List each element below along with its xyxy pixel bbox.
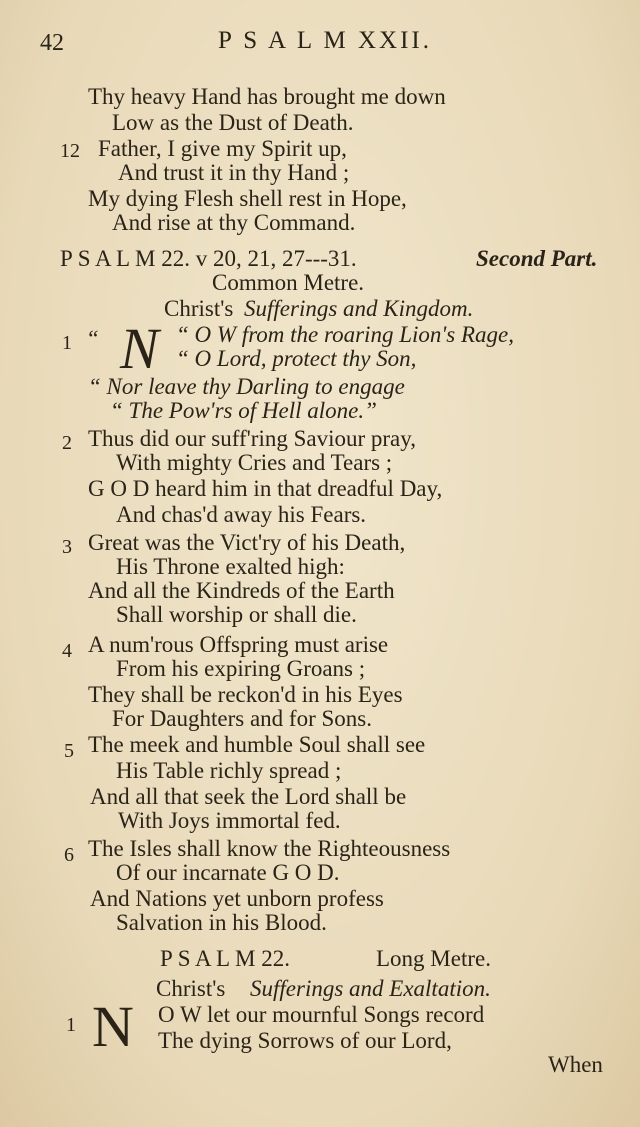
subtitle: Sufferings and Kingdom. — [244, 296, 474, 321]
quote-mark: “ — [86, 326, 99, 351]
verse-line: “ The Pow'rs of Hell alone.” — [110, 398, 377, 423]
verse-line: “ O W from the roaring Lion's Rage, — [176, 322, 515, 347]
verse-line: The Isles shall know the Righteousness — [88, 836, 451, 861]
verse-line: The meek and humble Soul shall see — [88, 732, 426, 757]
subtitle-name: Christ's — [164, 296, 234, 321]
verse-line: O W let our mournful Songs record — [158, 1002, 485, 1027]
verse-number: 1 — [66, 1014, 76, 1036]
verse-line: With Joys immortal fed. — [118, 808, 341, 833]
verse-line: And Nations yet unborn profess — [90, 886, 384, 911]
verse-line: Thus did our suff'ring Saviour pray, — [88, 426, 417, 451]
verse-number: 5 — [64, 740, 74, 762]
verse-number: 12 — [60, 140, 80, 162]
verse-line: My dying Flesh shell rest in Hope, — [88, 186, 407, 211]
metre-label: Common Metre. — [212, 270, 365, 295]
verse-line: And all the Kindreds of the Earth — [88, 578, 395, 603]
verse-line: A num'rous Offspring must arise — [88, 632, 389, 657]
drop-cap: N — [120, 316, 159, 381]
metre-label: Long Metre. — [376, 946, 491, 971]
verse-line: And chas'd away his Fears. — [116, 502, 367, 527]
verse-line: Great was the Vict'ry of his Death, — [88, 530, 406, 555]
catchword: When — [548, 1052, 603, 1077]
verse-line: His Throne exalted high: — [116, 554, 345, 579]
psalm-heading: P S A L M 22. — [160, 946, 290, 971]
verse-number: 2 — [62, 432, 72, 454]
verse-line: And rise at thy Command. — [112, 210, 356, 235]
verse-number: 6 — [64, 844, 74, 866]
verse-line: Of our incarnate G O D. — [116, 860, 340, 885]
verse-line: They shall be reckon'd in his Eyes — [88, 682, 403, 707]
verse-line: Low as the Dust of Death. — [112, 110, 354, 135]
verse-line: The dying Sorrows of our Lord, — [158, 1028, 452, 1053]
verse-line: And all that seek the Lord shall be — [90, 784, 407, 809]
subtitle: Sufferings and Exaltation. — [250, 976, 491, 1001]
verse-line: Father, I give my Spirit up, — [98, 136, 347, 161]
verse-line: His Table richly spread ; — [116, 758, 342, 783]
verse-line: For Daughters and for Sons. — [112, 706, 372, 731]
drop-cap: N — [92, 994, 134, 1059]
part-label: Second Part. — [476, 246, 598, 271]
verse-line: With mighty Cries and Tears ; — [116, 450, 393, 475]
verse-line: Thy heavy Hand has brought me down — [88, 84, 446, 109]
verse-line: G O D heard him in that dreadful Day, — [88, 476, 443, 501]
verse-line: Salvation in his Blood. — [116, 910, 327, 935]
verse-line: “ O Lord, protect thy Son, — [176, 346, 417, 371]
verse-line: Shall worship or shall die. — [116, 602, 357, 627]
subtitle-name: Christ's — [156, 976, 226, 1001]
verse-number: 1 — [62, 332, 72, 354]
verse-line: “ Nor leave thy Darling to engage — [88, 374, 405, 399]
verse-line: And trust it in thy Hand ; — [118, 160, 350, 185]
verse-number: 3 — [62, 536, 72, 558]
verse-line: From his expiring Groans ; — [116, 656, 366, 681]
verse-number: 4 — [62, 640, 72, 662]
page-number: 42 — [40, 30, 64, 56]
psalm-heading: P S A L M 22. v 20, 21, 27---31. — [60, 246, 357, 271]
running-title: P S A L M XXII. — [218, 27, 433, 54]
